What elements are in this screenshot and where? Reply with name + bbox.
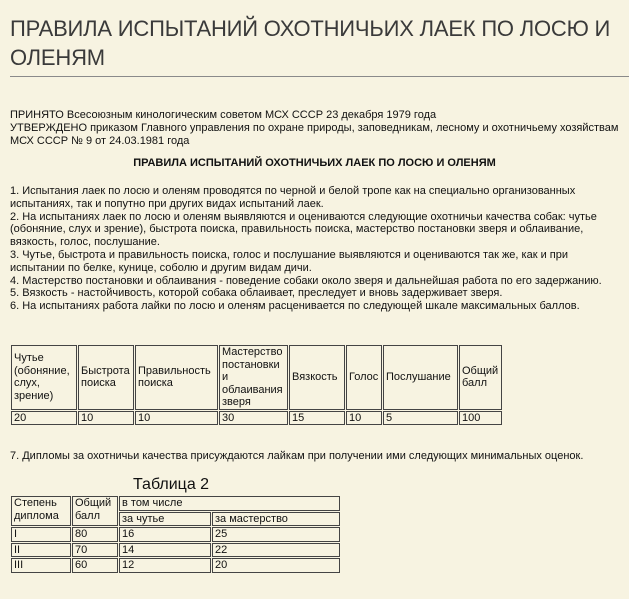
max-scores-table	[10, 344, 503, 426]
header-search-speed: Быстрота поиска	[78, 345, 134, 410]
table-row	[11, 543, 340, 558]
mastery-cell: 20	[212, 558, 340, 573]
value-scent: 20	[11, 411, 77, 426]
document-subtitle: ПРАВИЛА ИСПЫТАНИЙ ОХОТНИЧЬИХ ЛАЕК ПО ЛОСЮ И ОЛЕНЯМ	[133, 157, 496, 169]
mastery-cell: 22	[212, 543, 340, 558]
header-obedience: Послушание	[383, 345, 458, 410]
paragraph-6: 6. На испытаниях работа лайки по лосю и оленям расценивается по следующей шкале максимальных баллов.	[10, 300, 580, 313]
table2-caption: Таблица 2	[133, 476, 210, 493]
intro-block	[10, 109, 622, 148]
degree-cell: II	[11, 543, 71, 558]
header-scent: Чутье (обоняние, слух, зрение)	[11, 345, 77, 410]
header-total-score: Общий балл	[72, 496, 118, 526]
paragraph-1: 1. Испытания лаек по лосю и оленям проводятся по черной и белой тропе как на специально организованных испытаниях, так и попутно при других видах испытаний лаек.	[10, 185, 576, 210]
page-title: ПРАВИЛА ИСПЫТАНИЙ ОХОТНИЧЬИХ ЛАЕК ПО ЛОСЮ И ОЛЕНЯМ	[10, 16, 611, 70]
paragraph-2: 2. На испытаниях лаек по лосю и оленям выявляются и оцениваются следующие охотничьи качества собак: чутье (обоняние, слух и зрение), быстрота поиска, правильность поиска, мастерство постановки зверя и облаивание, вязкость, голос, послушание.	[10, 210, 597, 249]
table-header-row	[11, 345, 502, 410]
total-cell: 60	[72, 558, 118, 573]
header-tenacity: Вязкость	[289, 345, 345, 410]
mastery-cell: 25	[212, 527, 340, 542]
approved-line: УТВЕРЖДЕНО приказом Главного управления по охране природы, заповедникам, лесному и охотничьему хозяйствам МСХ СССР № 9 от 24.03.1981 года	[10, 122, 619, 147]
header-for-mastery: за мастерство	[212, 512, 340, 527]
value-mastery: 30	[219, 411, 288, 426]
degree-cell: I	[11, 527, 71, 542]
title-divider	[10, 76, 629, 77]
header-for-scent: за чутье	[119, 512, 211, 527]
paragraph-4: 4. Мастерство постановки и облаивания - поведение собаки около зверя и дальнейшая работа по его задержанию.	[10, 274, 602, 287]
scent-cell: 16	[119, 527, 211, 542]
value-total: 100	[459, 411, 502, 426]
header-mastery: Мастерство постановки и облаивания зверя	[219, 345, 288, 410]
header-voice: Голос	[346, 345, 382, 410]
table-header-row	[11, 496, 340, 511]
total-cell: 80	[72, 527, 118, 542]
total-cell: 70	[72, 543, 118, 558]
value-search-speed: 10	[78, 411, 134, 426]
table-row	[11, 558, 340, 573]
paragraph-5: 5. Вязкость - настойчивость, которой собака облаивает, преследует и вновь задерживает зверя.	[10, 287, 503, 300]
table-row	[11, 411, 502, 426]
header-degree: Степень диплома	[11, 496, 71, 526]
accepted-line: ПРИНЯТО Всесоюзным кинологическим советом МСХ СССР 23 декабря 1979 года	[10, 109, 437, 121]
degree-cell: III	[11, 558, 71, 573]
value-voice: 10	[346, 411, 382, 426]
header-total: Общий балл	[459, 345, 502, 410]
value-obedience: 5	[383, 411, 458, 426]
value-tenacity: 15	[289, 411, 345, 426]
scent-cell: 14	[119, 543, 211, 558]
paragraph-3: 3. Чутье, быстрота и правильность поиска, голос и послушание выявляются и оцениваются так же, как и при испытании по белке, кунице, соболю и другим видам дичи.	[10, 248, 568, 274]
paragraph-7: 7. Дипломы за охотничьи качества присуждаются лайкам при получении ими следующих минимальных оценок.	[10, 450, 584, 462]
scent-cell: 12	[119, 558, 211, 573]
diploma-table	[10, 495, 341, 574]
header-including: в том числе	[119, 496, 340, 511]
header-search-correctness: Правильность поиска	[135, 345, 218, 410]
value-search-correctness: 10	[135, 411, 218, 426]
table-row	[11, 527, 340, 542]
rules-paragraphs	[10, 185, 622, 313]
